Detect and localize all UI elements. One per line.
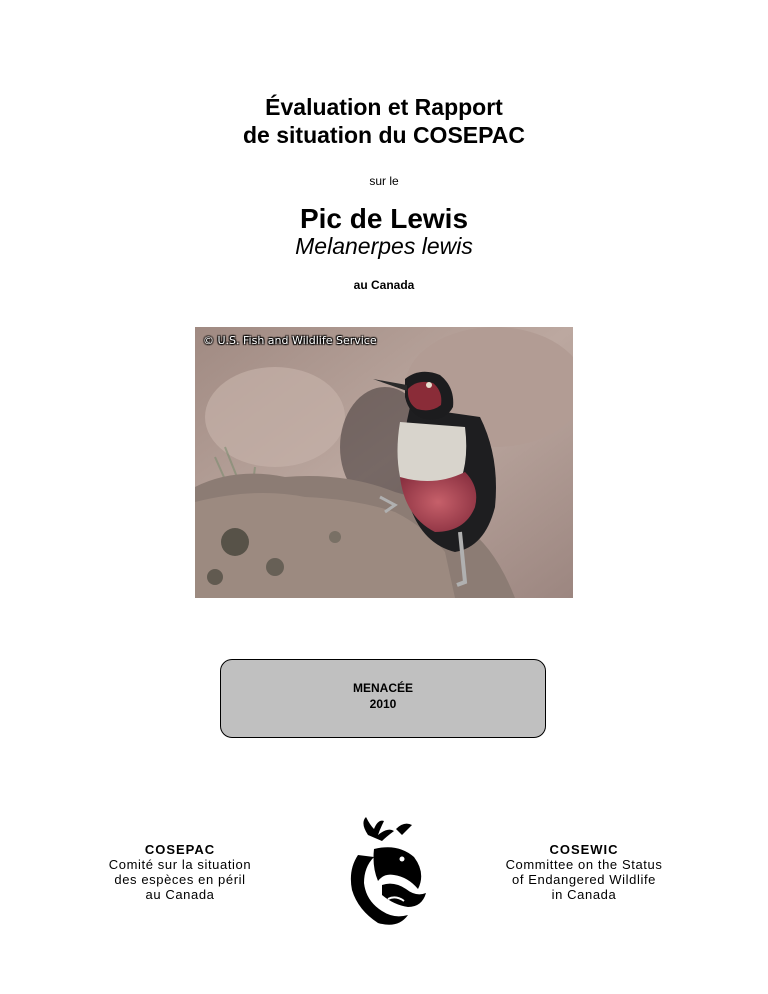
org-english-acronym: COSEWIC xyxy=(549,842,619,857)
org-english-line-2: of Endangered Wildlife xyxy=(512,872,656,887)
species-scientific-name: Melanerpes lewis xyxy=(295,233,473,259)
org-french-line-1: Comité sur la situation xyxy=(108,857,252,872)
report-title-line-2: de situation du COSEPAC xyxy=(243,122,525,148)
org-french-line-3: au Canada xyxy=(145,887,215,902)
status-box xyxy=(220,659,546,738)
org-french-acronym: COSEPAC xyxy=(144,842,216,857)
status-year: 2010 xyxy=(369,697,397,711)
org-english-line-1: Committee on the Status xyxy=(505,857,663,872)
report-title-line-1: Évaluation et Rapport xyxy=(265,94,503,120)
org-english-block xyxy=(484,842,684,902)
photo-credit: © U.S. Fish and Wildlife Service xyxy=(203,334,377,347)
status-label: MENACÉE xyxy=(352,681,413,695)
species-photo xyxy=(195,327,573,598)
org-french-block xyxy=(80,842,280,902)
org-english-line-3: in Canada xyxy=(551,887,617,902)
region-text: au Canada xyxy=(353,278,415,292)
cosepac-logo-icon xyxy=(338,815,434,931)
preposition-text: sur le xyxy=(369,174,399,188)
org-french-line-2: des espèces en péril xyxy=(114,872,246,887)
species-common-name: Pic de Lewis xyxy=(299,203,469,234)
